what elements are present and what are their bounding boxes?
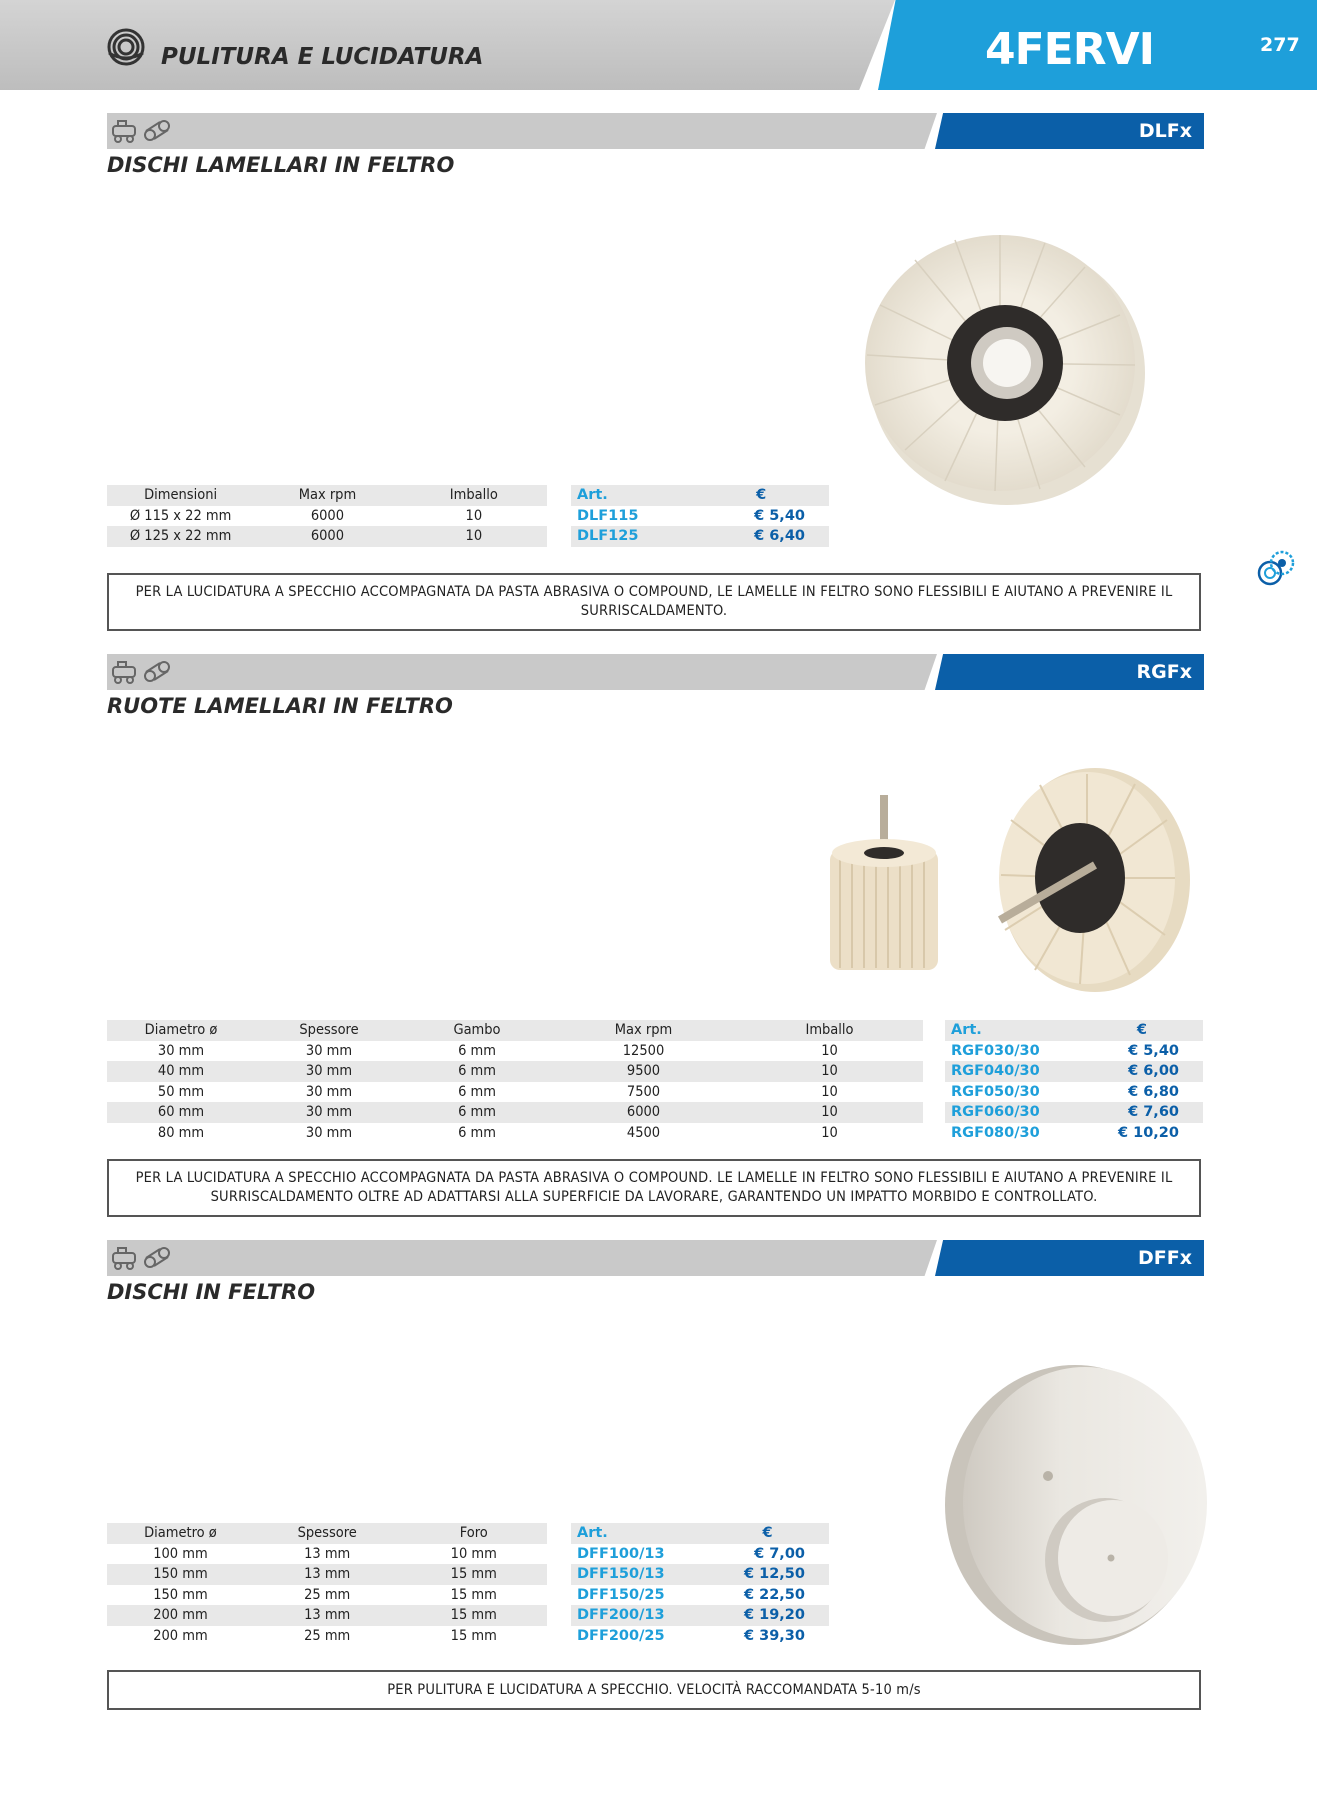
table-cell: 12500 (622, 1042, 665, 1059)
article-price: € 6,80 (1128, 1083, 1179, 1100)
table-cell: 30 mm (305, 1042, 353, 1059)
table-cell: 6 mm (403, 1102, 551, 1123)
table-row (107, 1041, 923, 1062)
table-cell: Ø 115 x 22 mm (129, 507, 232, 524)
table-cell: 60 mm (107, 1102, 255, 1123)
section-icons (110, 654, 172, 690)
article-row (945, 1082, 1203, 1103)
article-price: € 7,00 (754, 1545, 805, 1562)
article-code: RGF030/30 (951, 1042, 1040, 1059)
table-cell: 30 mm (255, 1102, 403, 1123)
table-cell: 10 (736, 1061, 923, 1082)
article-code-header: Art. (571, 1523, 706, 1544)
article-header-row (571, 1523, 829, 1544)
article-row (571, 526, 829, 547)
article-code: RGF050/30 (951, 1083, 1040, 1100)
table-row (107, 506, 547, 527)
flap-disc-image (845, 205, 1155, 515)
article-price-header: € (706, 1523, 829, 1544)
section-icons (110, 113, 172, 149)
grinder-machine-icon (110, 118, 140, 144)
table-row (107, 1626, 547, 1647)
section-code: DFFx (1138, 1247, 1192, 1269)
table-cell: 200 mm (153, 1627, 208, 1644)
table-cell: 50 mm (157, 1083, 205, 1100)
table-cell: 25 mm (304, 1586, 351, 1603)
article-price: € 5,40 (754, 507, 805, 524)
article-header-row (945, 1020, 1203, 1041)
table-row (107, 1544, 547, 1565)
table-cell: 30 mm (255, 1061, 403, 1082)
table-cell: 13 mm (304, 1545, 351, 1562)
table-row (107, 1082, 923, 1103)
article-table (571, 485, 829, 547)
section-bar (107, 1240, 937, 1276)
article-row (945, 1102, 1203, 1123)
article-price: € 12,50 (706, 1564, 829, 1585)
article-price: € 5,40 (1128, 1042, 1179, 1059)
article-price-header: € (1081, 1020, 1203, 1041)
section-code: RGFx (1136, 661, 1192, 683)
table-cell: 13 mm (254, 1605, 401, 1626)
table-cell: 6000 (310, 507, 345, 524)
category-title: PULITURA E LUCIDATURA (161, 44, 484, 70)
article-price: € 10,20 (1117, 1124, 1179, 1141)
table-cell: 30 mm (305, 1124, 353, 1141)
article-price: € 6,00 (1081, 1061, 1203, 1082)
felt-disc-image (925, 1355, 1225, 1655)
table-cell: 150 mm (153, 1586, 208, 1603)
flap-wheel-image (825, 760, 1195, 1005)
product-note: PER LA LUCIDATURA A SPECCHIO ACCOMPAGNATA DA PASTA ABRASIVA O COMPOUND. LE LAMELLE IN FELTRO SONO FLESSIBILI E AIUTANO A PREVENIRE IL SURRISCALDAMENTO OLTRE AD ADATTARSI ALLA SUPERFICIE DA LAVORARE, GARANTENDO UN IMPATTO MORBIDO E CONTROLLATO. (107, 1159, 1201, 1217)
table-cell: 25 mm (304, 1627, 351, 1644)
article-code: RGF080/30 (951, 1124, 1040, 1141)
abrasive-belt-icon (142, 659, 172, 685)
table-header-row (107, 485, 547, 506)
table-row (107, 1564, 547, 1585)
article-row (571, 1626, 829, 1647)
article-code: DFF100/13 (577, 1545, 665, 1562)
column-header: Imballo (401, 485, 547, 506)
spec-table (107, 1523, 547, 1646)
table-row (107, 526, 547, 547)
table-cell: 10 mm (450, 1545, 497, 1562)
article-price: € 19,20 (706, 1605, 829, 1626)
table-cell: 10 (821, 1042, 838, 1059)
table-cell: 200 mm (107, 1605, 254, 1626)
table-cell: 10 (821, 1124, 838, 1141)
article-row (945, 1123, 1203, 1144)
table-cell: 150 mm (107, 1564, 254, 1585)
abrasive-belt-icon (142, 1245, 172, 1271)
column-header: Spessore (254, 1523, 401, 1544)
column-header: Max rpm (254, 485, 400, 506)
article-row (571, 1585, 829, 1606)
column-header: Gambo (403, 1020, 551, 1041)
table-cell: 10 (736, 1102, 923, 1123)
table-cell: 6000 (551, 1102, 736, 1123)
table-header-row (107, 1020, 923, 1041)
table-cell: 6000 (254, 526, 400, 547)
article-row (945, 1061, 1203, 1082)
table-cell: 6 mm (458, 1124, 496, 1141)
table-cell: 15 mm (401, 1605, 547, 1626)
table-row (107, 1605, 547, 1626)
table-cell: 4500 (626, 1124, 661, 1141)
article-price: € 6,40 (693, 526, 829, 547)
grinder-machine-icon (110, 1245, 140, 1271)
section-bar (107, 654, 937, 690)
article-price-header: € (693, 485, 829, 506)
table-cell: 9500 (551, 1061, 736, 1082)
category-discs-icon (1256, 549, 1296, 589)
article-price: € 39,30 (743, 1627, 805, 1644)
table-cell: Ø 125 x 22 mm (107, 526, 254, 547)
article-code: DFF150/25 (577, 1586, 665, 1603)
article-row (571, 1544, 829, 1565)
spec-table (107, 1020, 923, 1143)
table-cell: 6 mm (458, 1042, 496, 1059)
product-note: PER PULITURA E LUCIDATURA A SPECCHIO. VELOCITÀ RACCOMANDATA 5-10 m/s (107, 1670, 1201, 1710)
column-header: Max rpm (551, 1020, 736, 1041)
table-cell: 10 (821, 1083, 838, 1100)
section-title: DISCHI LAMELLARI IN FELTRO (107, 153, 455, 177)
article-row (571, 1605, 829, 1626)
table-cell: 10 (401, 526, 547, 547)
abrasive-belt-icon (142, 118, 172, 144)
grinder-machine-icon (110, 659, 140, 685)
product-note: PER LA LUCIDATURA A SPECCHIO ACCOMPAGNATA DA PASTA ABRASIVA O COMPOUND, LE LAMELLE IN FELTRO SONO FLESSIBILI E AIUTANO A PREVENIRE IL SURRISCALDAMENTO. (107, 573, 1201, 631)
column-header: Spessore (255, 1020, 403, 1041)
table-cell: 13 mm (254, 1564, 401, 1585)
column-header: Diametro ø (107, 1020, 255, 1041)
article-header-row (571, 485, 829, 506)
page-number: 277 (1260, 34, 1300, 56)
article-code: DFF200/13 (571, 1605, 706, 1626)
table-cell: 6 mm (403, 1061, 551, 1082)
table-cell: 6 mm (458, 1083, 496, 1100)
column-header: Dimensioni (107, 485, 254, 506)
article-row (571, 506, 829, 527)
table-header-row (107, 1523, 547, 1544)
table-cell: 30 mm (157, 1042, 205, 1059)
column-header: Imballo (736, 1020, 923, 1041)
table-row (107, 1102, 923, 1123)
table-cell: 80 mm (157, 1124, 205, 1141)
table-cell: 10 (465, 507, 483, 524)
section-icons (110, 1240, 172, 1276)
table-cell: 7500 (626, 1083, 661, 1100)
article-code: DLF125 (571, 526, 693, 547)
table-cell: 100 mm (153, 1545, 208, 1562)
section-code: DLFx (1138, 120, 1192, 142)
section-title: DISCHI IN FELTRO (107, 1280, 316, 1304)
table-row (107, 1061, 923, 1082)
article-code-header: Art. (571, 485, 693, 506)
article-code-header: Art. (945, 1020, 1081, 1041)
table-cell: 15 mm (401, 1564, 547, 1585)
table-cell: 15 mm (450, 1586, 497, 1603)
table-cell: 15 mm (450, 1627, 497, 1644)
table-cell: 30 mm (305, 1083, 353, 1100)
article-row (571, 1564, 829, 1585)
coil-logo-icon (106, 27, 146, 67)
article-code: DFF150/13 (571, 1564, 706, 1585)
table-row (107, 1123, 923, 1144)
table-cell: 40 mm (107, 1061, 255, 1082)
column-header: Foro (401, 1523, 547, 1544)
article-table (945, 1020, 1203, 1143)
article-price: € 22,50 (743, 1586, 805, 1603)
article-row (945, 1041, 1203, 1062)
article-code: RGF040/30 (945, 1061, 1081, 1082)
article-price: € 7,60 (1081, 1102, 1203, 1123)
column-header: Diametro ø (107, 1523, 254, 1544)
spec-table (107, 485, 547, 547)
brand-logo: 4FERVI (985, 24, 1155, 75)
article-code: DFF200/25 (577, 1627, 665, 1644)
article-code: RGF060/30 (945, 1102, 1081, 1123)
article-table (571, 1523, 829, 1646)
table-row (107, 1585, 547, 1606)
article-code: DLF115 (577, 507, 639, 524)
section-title: RUOTE LAMELLARI IN FELTRO (107, 694, 453, 718)
section-bar (107, 113, 937, 149)
